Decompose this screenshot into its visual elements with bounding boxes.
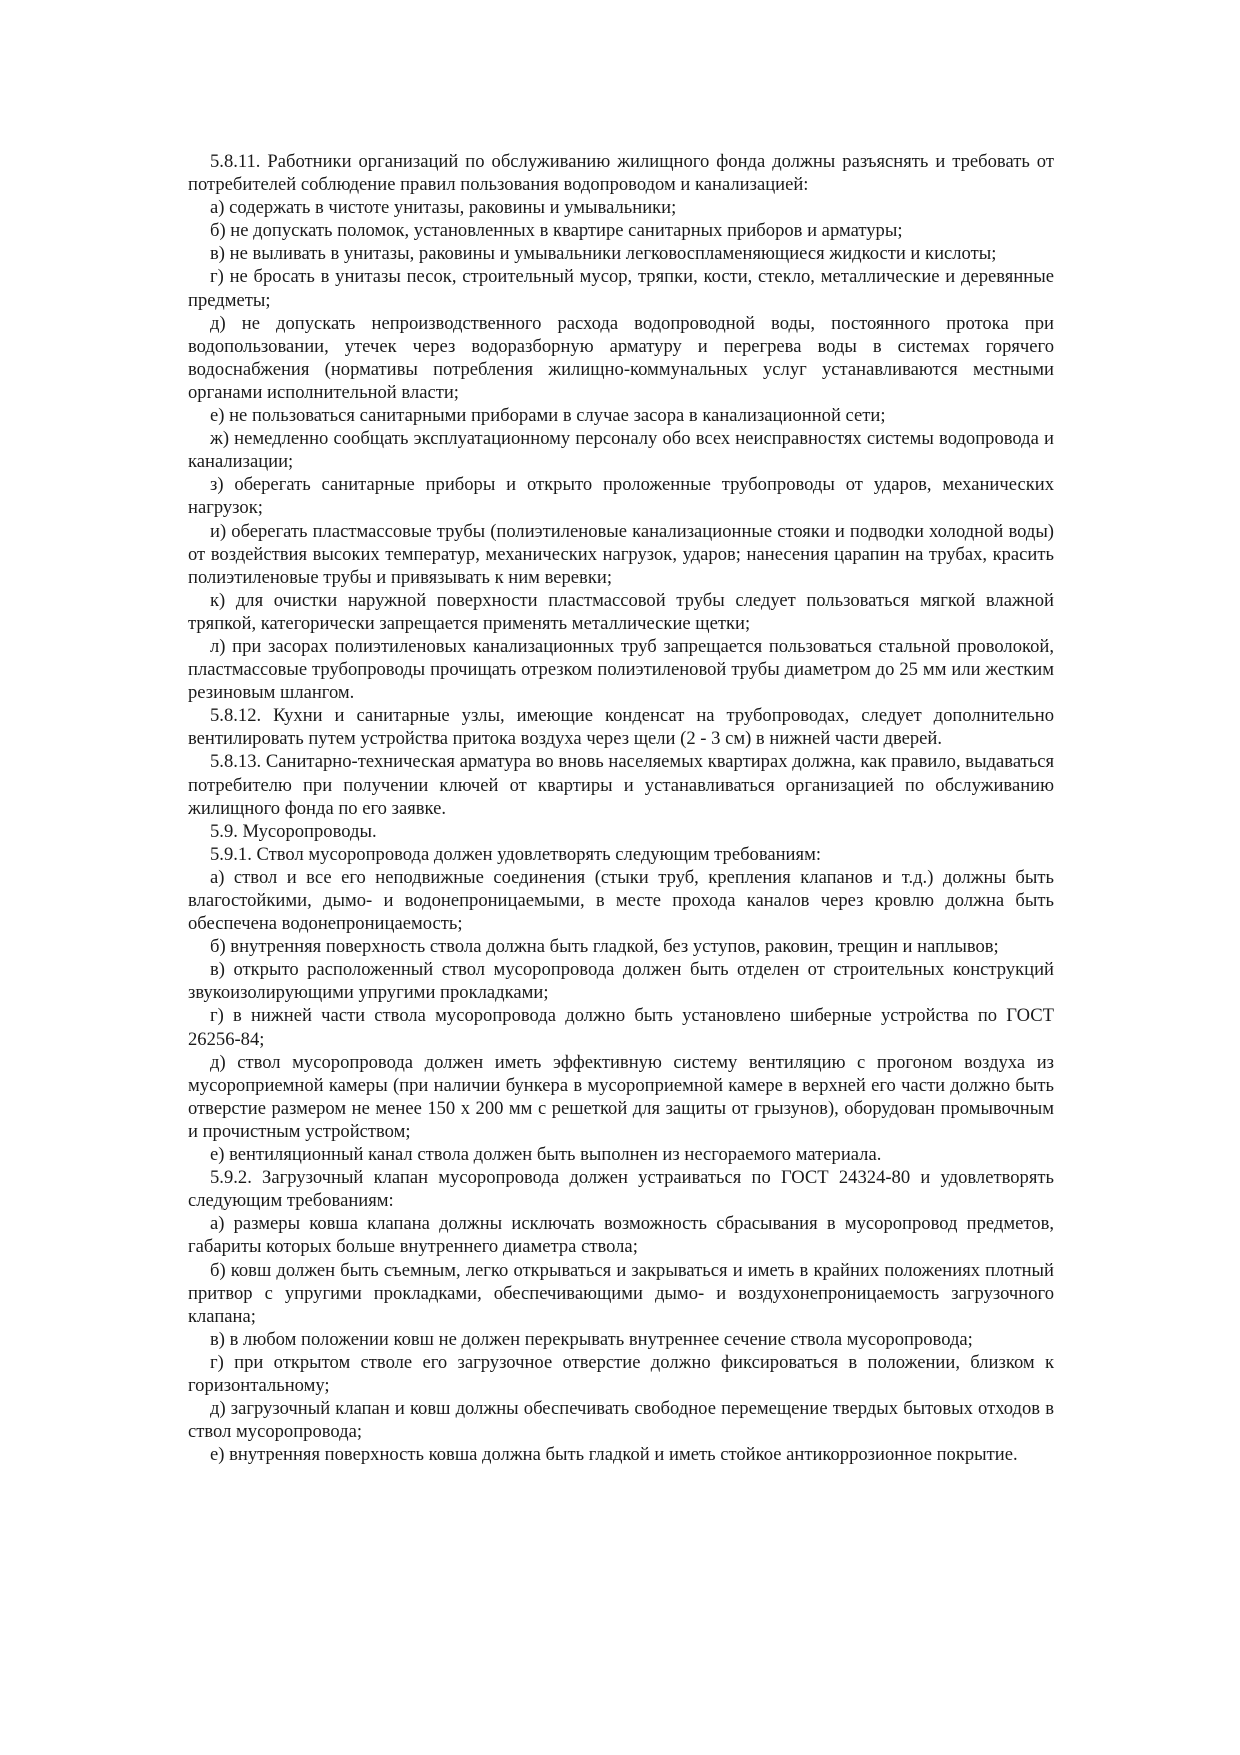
document-page — [188, 150, 1054, 1466]
paragraph-5-9-1: 5.9.1. Ствол мусоропровода должен удовлетворять следующим требованиям: — [210, 843, 821, 865]
list-item-b: б) не допускать поломок, установленных в квартире санитарных приборов и арматуры; — [210, 220, 903, 242]
list-item-k: к) для очистки наружной поверхности пластмассовой трубы следует пользоваться мягкой влажной тряпкой, категорически запрещается применять металлические щетки; — [188, 589, 1054, 634]
list-item-b: б) внутренняя поверхность ствола должна быть гладкой, без уступов, раковин, трещин и наплывов; — [210, 936, 999, 958]
paragraph-5-8-12: 5.8.12. Кухни и санитарные узлы, имеющие конденсат на трубопроводах, следует дополнительно вентилировать путем устройства притока воздуха через щели (2 - 3 см) в нижней части дверей. — [188, 705, 1054, 750]
list-item-a: а) ствол и все его неподвижные соединения (стыки труб, крепления клапанов и т.д.) должны быть влагостойкими, дымо- и водонепроницаемыми, в месте прохода каналов через кровлю должна быть обеспечена водонепроницаемость; — [188, 866, 1054, 935]
list-item-e: е) вентиляционный канал ствола должен быть выполнен из несгораемого материала. — [210, 1144, 882, 1166]
list-item-v: в) не выливать в унитазы, раковины и умывальники легковоспламеняющиеся жидкости и кислоты; — [210, 243, 997, 265]
list-item-d: д) ствол мусоропровода должен иметь эффективную систему вентиляцию с прогоном воздуха из мусороприемной камеры (при наличии бункера в мусороприемной камере в верхней его части должно быть отверстие размером не менее 150 x 200 мм с решеткой для защиты от грызунов), оборудован промывочным и прочистным устройством; — [188, 1051, 1054, 1142]
list-item-v: в) открыто расположенный ствол мусоропровода должен быть отделен от строительных конструкций звукоизолирующими упругими прокладками; — [188, 959, 1054, 1004]
paragraph-5-9-2: 5.9.2. Загрузочный клапан мусоропровода должен устраиваться по ГОСТ 24324-80 и удовлетворять следующим требованиям: — [188, 1167, 1054, 1212]
list-item-v: в) в любом положении ковш не должен перекрывать внутреннее сечение ствола мусоропровода; — [210, 1328, 973, 1350]
list-item-d: д) загрузочный клапан и ковш должны обеспечивать свободное перемещение твердых бытовых отходов в ствол мусоропровода; — [188, 1398, 1054, 1443]
list-item-b: б) ковш должен быть съемным, легко открываться и закрываться и иметь в крайних положениях плотный притвор с упругими прокладками, обеспечивающими дымо- и воздухонепроницаемость загрузочного клапана; — [188, 1259, 1054, 1327]
list-item-g: г) не бросать в унитазы песок, строительный мусор, тряпки, кости, стекло, металлические и деревянные предметы; — [188, 266, 1054, 311]
list-item-g: г) в нижней части ствола мусоропровода должно быть установлено шиберные устройства по ГОСТ 26256-84; — [188, 1005, 1054, 1050]
list-item-zh: ж) немедленно сообщать эксплуатационному персоналу обо всех неисправностях системы водопровода и канализации; — [188, 428, 1054, 473]
paragraph-5-8-11: 5.8.11. Работники организаций по обслуживанию жилищного фонда должны разъяснять и требовать от потребителей соблюдение правил пользования водопроводом и канализацией: — [188, 151, 1054, 196]
list-item-i: и) оберегать пластмассовые трубы (полиэтиленовые канализационные стояки и подводки холодной воды) от воздействия высоких температур, механических нагрузок, ударов; нанесения царапин на трубах, красить полиэтиленовые трубы и привязывать к ним веревки; — [188, 520, 1054, 588]
section-heading-5-9: 5.9. Мусоропроводы. — [210, 820, 377, 842]
list-item-z: з) оберегать санитарные приборы и открыто проложенные трубопроводы от ударов, механических нагрузок; — [188, 474, 1054, 519]
list-item-g: г) при открытом стволе его загрузочное отверстие должно фиксироваться в положении, близком к горизонтальному; — [188, 1351, 1054, 1396]
paragraph-5-8-13: 5.8.13. Санитарно-техническая арматура во вновь населяемых квартирах должна, как правило, выдаваться потребителю при получении ключей от квартиры и устанавливаться организацией по обслуживанию жилищного фонда по его заявке. — [188, 751, 1054, 819]
list-item-e: е) внутренняя поверхность ковша должна быть гладкой и иметь стойкое антикоррозионное покрытие. — [210, 1444, 1018, 1466]
list-item-l: л) при засорах полиэтиленовых канализационных труб запрещается пользоваться стальной проволокой, пластмассовые трубопроводы прочищать отрезком полиэтиленовой трубы диаметром до 25 мм или жестким резиновым шлангом. — [188, 635, 1054, 704]
list-item-d: д) не допускать непроизводственного расхода водопроводной воды, постоянного протока при водопользовании, утечек через водоразборную арматуру и перегрева воды в системах горячего водоснабжения (нормативы потребления жилищно-коммунальных услуг устанавливаются местными органами исполнительной власти; — [188, 312, 1054, 403]
list-item-e: е) не пользоваться санитарными приборами в случае засора в канализационной сети; — [210, 405, 886, 427]
list-item-a: а) содержать в чистоте унитазы, раковины и умывальники; — [210, 197, 677, 219]
list-item-a: а) размеры ковша клапана должны исключать возможность сбрасывания в мусоропровод предметов, габариты которых больше внутреннего диаметра ствола; — [188, 1213, 1054, 1258]
